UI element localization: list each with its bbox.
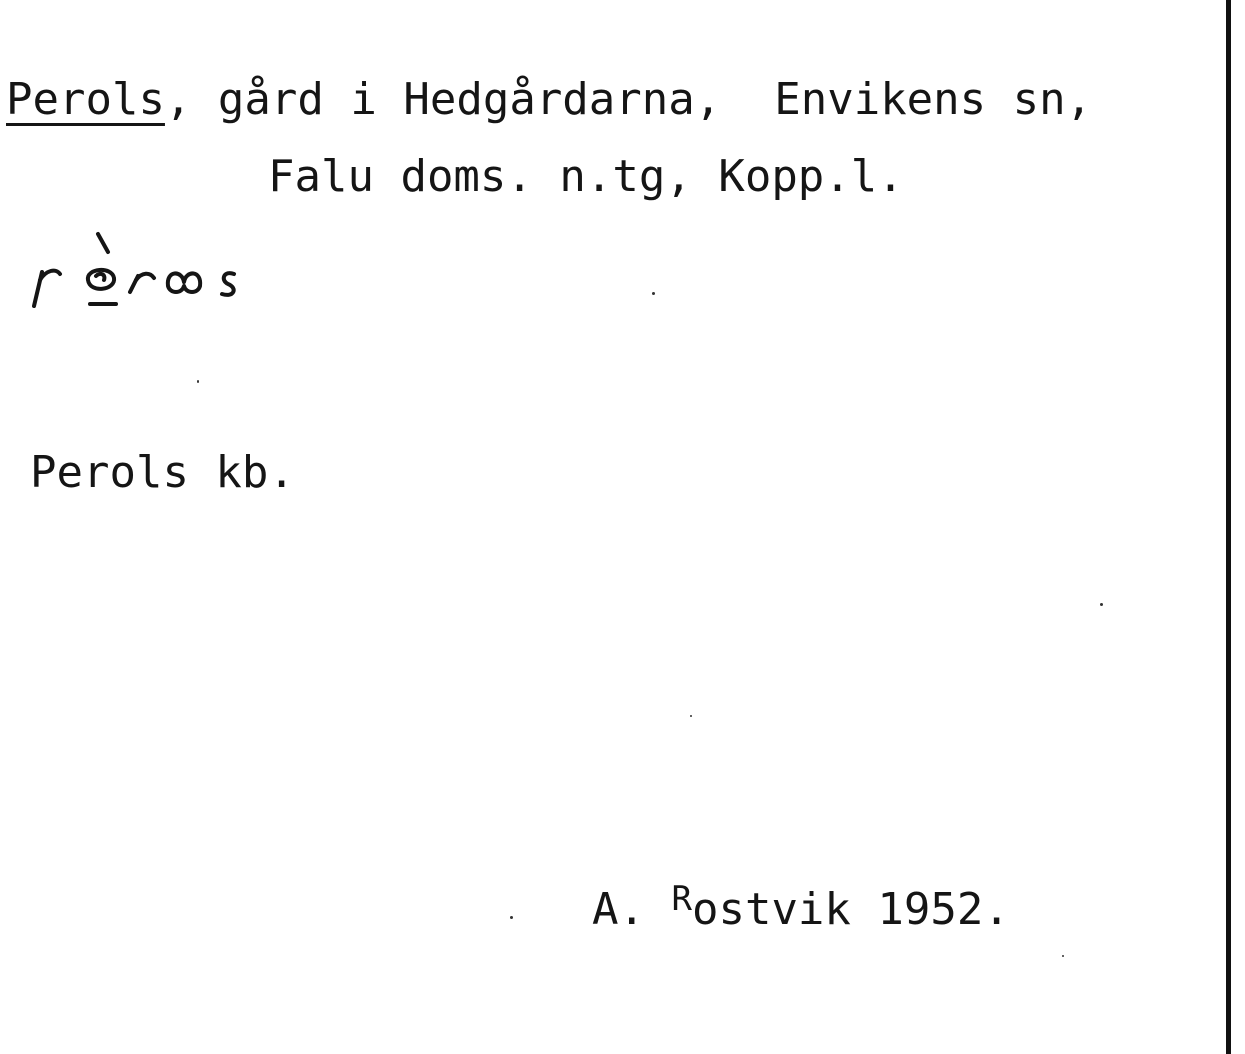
entry-heading-line [6, 74, 1093, 125]
scan-speck [652, 292, 655, 295]
scan-speck [1062, 955, 1064, 957]
scan-speck [510, 916, 513, 919]
entry-location: , gård i Hedgårdarna, Envikens sn, [164, 74, 1093, 125]
headword: Perols [6, 74, 165, 125]
scan-speck [1100, 603, 1103, 606]
signature-raised-initial: R [671, 879, 692, 919]
signature-prefix: A. [592, 884, 672, 935]
parish-register-line: Perols kb. [30, 447, 295, 498]
entry-district-line: Falu doms. n.tg, Kopp.l. [268, 151, 904, 202]
phonetic-transcription [20, 228, 250, 318]
signature-rest: ostvik 1952. [691, 884, 1010, 935]
scan-speck [197, 380, 199, 383]
scan-speck [690, 715, 692, 717]
signature-line [592, 879, 1010, 935]
card-edge-line [1226, 0, 1231, 1054]
